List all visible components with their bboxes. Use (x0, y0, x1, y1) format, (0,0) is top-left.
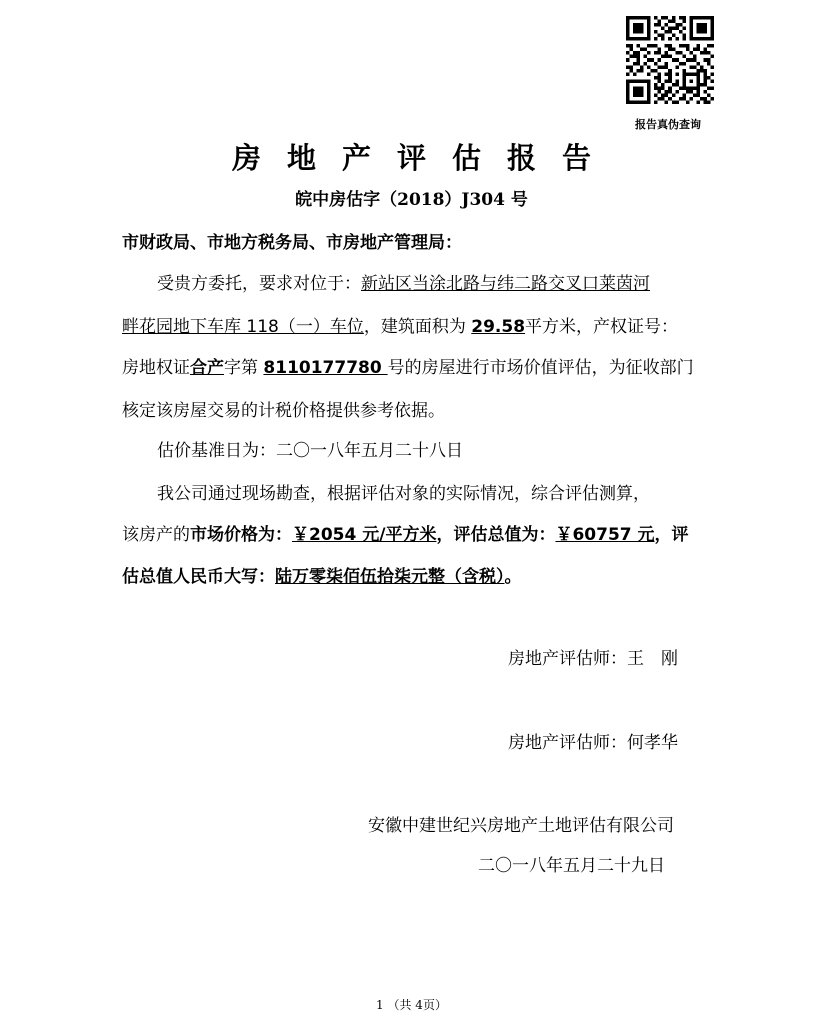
market-price-label: 市场价格为： (190, 525, 292, 545)
page-number: 1 （共 4页） (376, 998, 447, 1012)
text-segment: 受贵方委托，要求对位于： (157, 274, 361, 294)
building-area: 29.58 (471, 317, 526, 337)
text-segment: 平方米，产权证号： (525, 317, 679, 337)
report-date: 二〇一八年五月二十九日 (478, 856, 665, 876)
certificate-number: 8110177780 (263, 358, 388, 378)
document-number: 皖中房估字（2018）J304 号 (295, 190, 528, 210)
text-segment: 房地权证 (122, 358, 190, 378)
text-segment: 字第 (224, 358, 264, 378)
paragraph-1-line-1 (157, 269, 704, 294)
total-value: ￥60757 元 (555, 525, 655, 545)
text-segment: ，评 (654, 525, 689, 545)
qr-caption: 报告真伪查询 (635, 118, 701, 131)
certificate-prefix: 合产 (190, 358, 224, 378)
text-segment: 号的房屋进行市场价值评估，为征收部门 (387, 358, 694, 378)
paragraph-3-line-1: 我公司通过现场勘查，根据评估对象的实际情况，综合评估测算， (157, 484, 650, 504)
paragraph-1-line-3 (122, 353, 704, 378)
valuation-date: 估价基准日为：二〇一八年五月二十八日 (157, 441, 463, 461)
appraiser-1: 房地产评估师：王 刚 (508, 649, 678, 669)
paragraph-3-line-3 (122, 562, 704, 587)
total-value-words: 陆万零柒佰伍拾柒元整（含税） (275, 567, 505, 587)
company-name: 安徽中建世纪兴房地产土地评估有限公司 (368, 816, 674, 836)
total-value-label: ，评估总值为： (436, 525, 556, 545)
total-words-label: 估总值人民币大写： (122, 567, 275, 587)
paragraph-1-line-4: 核定该房屋交易的计税价格提供参考依据。 (122, 401, 445, 421)
text-segment: 该房产的 (122, 525, 190, 545)
paragraph-3-line-2 (122, 520, 704, 545)
market-price-value: ￥2054 元/平方米 (292, 525, 437, 545)
qr-code-icon[interactable] (626, 16, 714, 104)
text-segment: ，建筑面积为 (363, 317, 472, 337)
addressee: 市财政局、市地方税务局、市房地产管理局： (122, 233, 462, 253)
paragraph-1-line-2 (122, 312, 704, 337)
appraiser-2: 房地产评估师：何孝华 (508, 733, 678, 753)
report-title: 房地产评估报告 (231, 141, 617, 175)
text-segment: 。 (504, 567, 522, 587)
property-address-cont: 畔花园地下车库 118（一）车位 (122, 317, 364, 337)
property-address: 新站区当涂北路与纬二路交叉口莱茵河 (361, 274, 650, 294)
